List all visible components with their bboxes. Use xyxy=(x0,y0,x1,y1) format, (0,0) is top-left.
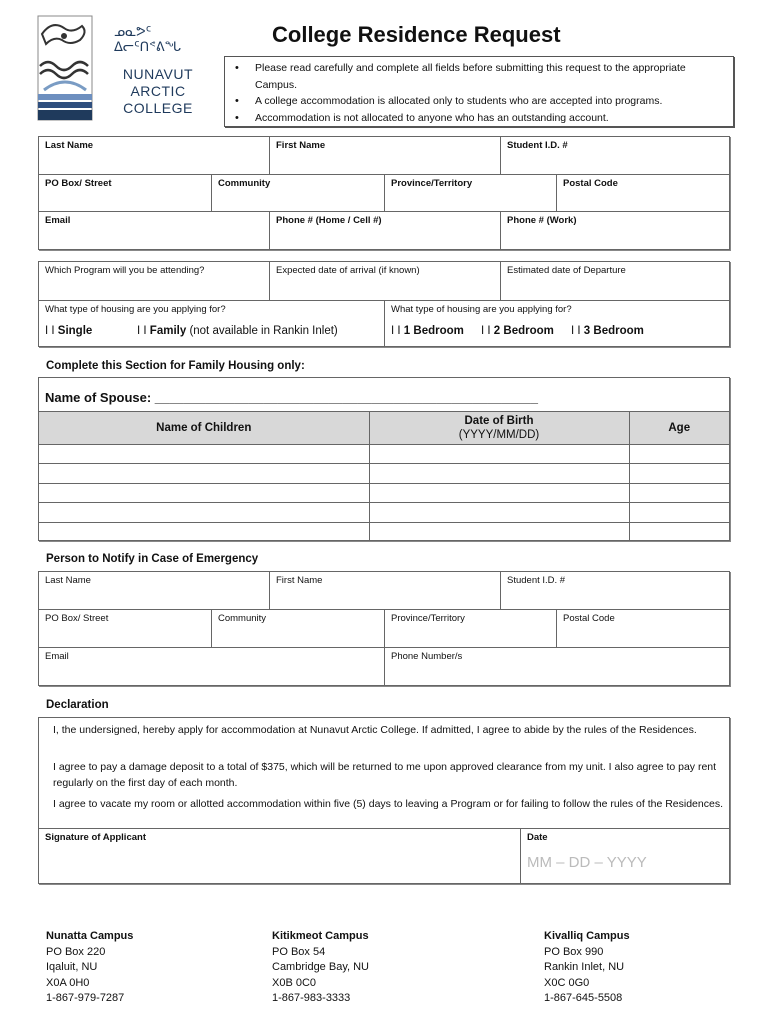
child-name-cell[interactable] xyxy=(39,464,369,483)
instruction-item: • A college accommodation is allocated only to students who are accepted into programs. xyxy=(231,93,727,110)
children-table-header xyxy=(39,412,729,445)
college-logo xyxy=(34,14,204,129)
student-id-label: Student I.D. # xyxy=(507,140,568,151)
campus-phone: 1-867-979-7287 xyxy=(46,992,125,1004)
program-label: Which Program will you be attending? xyxy=(45,265,205,276)
campus-city: Rankin Inlet, NU xyxy=(544,961,625,973)
campus-name: Kivalliq Campus xyxy=(544,930,630,942)
emergency-phone-label: Phone Number/s xyxy=(391,651,463,662)
family-option-note: (not available in Rankin Inlet) xyxy=(189,325,338,337)
phone-home-field[interactable] xyxy=(270,212,501,249)
community-label: Community xyxy=(218,178,271,189)
signature-field[interactable] xyxy=(39,828,521,883)
child-dob-cell[interactable] xyxy=(369,464,629,483)
family-option[interactable] xyxy=(137,325,338,337)
community-field[interactable] xyxy=(212,175,385,212)
logo-name-line-1: NUNAVUT xyxy=(122,66,194,82)
child-dob-cell[interactable] xyxy=(369,445,629,464)
phone-work-label: Phone # (Work) xyxy=(507,215,577,226)
departure-date-field[interactable] xyxy=(501,262,729,301)
emergency-phone-field[interactable] xyxy=(385,648,729,685)
campus-phone: 1-867-983-3333 xyxy=(272,992,351,1004)
arrival-date-field[interactable] xyxy=(270,262,501,301)
logo-syllabics xyxy=(114,24,181,54)
table-row xyxy=(39,464,729,483)
emergency-community-label: Community xyxy=(218,613,267,624)
last-name-field[interactable] xyxy=(39,137,270,175)
declaration-section-title: Declaration xyxy=(46,699,109,711)
emergency-po-box-label: PO Box/ Street xyxy=(45,613,109,624)
family-section-title: Complete this Section for Family Housing only: xyxy=(46,360,305,372)
emergency-first-name-field[interactable] xyxy=(270,572,501,610)
email-field[interactable] xyxy=(39,212,270,249)
campus-name: Nunatta Campus xyxy=(46,930,134,942)
declaration-box xyxy=(38,717,730,884)
table-row xyxy=(39,522,729,541)
student-id-field[interactable] xyxy=(501,137,729,175)
postal-code-field[interactable] xyxy=(557,175,729,212)
one-bedroom-option[interactable] xyxy=(391,325,464,337)
child-dob-cell[interactable] xyxy=(369,522,629,541)
housing-type-label: What type of housing are you applying for? xyxy=(45,304,226,315)
child-name-cell[interactable] xyxy=(39,522,369,541)
children-table xyxy=(39,411,729,541)
campus-phone: 1-867-645-5508 xyxy=(544,992,623,1004)
single-option[interactable] xyxy=(45,325,92,337)
page-title: College Residence Request xyxy=(272,22,561,47)
declaration-paragraph-2: I agree to pay a damage deposit to a total of $375, which will be returned to me upon approved clearance from my unit. I also agree to pay rent regularly on the first day of each month. xyxy=(53,761,717,789)
age-header: Age xyxy=(629,412,729,445)
single-option-label: Single xyxy=(57,325,93,337)
bedroom-type-cell xyxy=(385,301,729,346)
emergency-province-label: Province/Territory xyxy=(391,613,465,624)
emergency-student-id-field[interactable] xyxy=(501,572,729,610)
family-option-label: Family xyxy=(149,325,187,337)
two-bedroom-checkbox[interactable]: I I xyxy=(481,325,491,337)
emergency-last-name-field[interactable] xyxy=(39,572,270,610)
emergency-last-name-label: Last Name xyxy=(45,575,91,586)
two-bedroom-option[interactable] xyxy=(481,325,554,337)
emergency-email-label: Email xyxy=(45,651,69,662)
logo-syllabics-line-1: ᓄᓇᕗᑦ xyxy=(114,24,152,39)
emergency-province-field[interactable] xyxy=(385,610,557,648)
applicant-info-grid xyxy=(38,136,730,250)
family-checkbox[interactable]: I I xyxy=(137,325,147,337)
emergency-email-field[interactable] xyxy=(39,648,385,685)
province-field[interactable] xyxy=(385,175,557,212)
emergency-po-box-field[interactable] xyxy=(39,610,212,648)
po-box-field[interactable] xyxy=(39,175,212,212)
declaration-paragraph-3: I agree to vacate my room or allotted accommodation within five (5) days to leaving a Program or for failing to follow the rules of the Residences. xyxy=(53,798,723,810)
logo-name-line-2: ARCTIC xyxy=(130,83,186,99)
first-name-field[interactable] xyxy=(270,137,501,175)
campus-po-box: PO Box 54 xyxy=(272,945,326,958)
child-age-cell[interactable] xyxy=(629,522,729,541)
campus-address-nunatta xyxy=(46,929,133,1007)
emergency-community-field[interactable] xyxy=(212,610,385,648)
three-bedroom-label: 3 Bedroom xyxy=(583,325,644,337)
emergency-first-name-label: First Name xyxy=(276,575,323,586)
postal-code-label: Postal Code xyxy=(563,178,618,189)
table-row xyxy=(39,483,729,502)
dob-header-label: Date of Birth xyxy=(464,415,534,427)
dob-format-label: (YYYY/MM/DD) xyxy=(458,429,540,441)
emergency-postal-code-field[interactable] xyxy=(557,610,729,648)
campus-postal-code: X0A 0H0 xyxy=(46,976,90,989)
logo-name xyxy=(114,66,202,117)
campus-name: Kitikmeot Campus xyxy=(272,930,369,942)
declaration-paragraph-1: I, the undersigned, hereby apply for accommodation at Nunavut Arctic College. If admitted, I agree to abide by the rules of the Residences. xyxy=(53,724,697,736)
date-label: Date xyxy=(527,832,548,843)
program-field[interactable] xyxy=(39,262,270,301)
campus-po-box: PO Box 990 xyxy=(544,945,604,958)
child-age-cell[interactable] xyxy=(629,483,729,502)
campus-city: Cambridge Bay, NU xyxy=(272,961,369,973)
emergency-postal-code-label: Postal Code xyxy=(563,613,615,624)
child-age-cell[interactable] xyxy=(629,464,729,483)
date-placeholder: MM – DD – YYYY xyxy=(527,854,647,871)
arrival-date-label: Expected date of arrival (if known) xyxy=(276,265,420,276)
table-row xyxy=(39,503,729,522)
campus-city: Iqaluit, NU xyxy=(46,961,98,973)
program-housing-grid xyxy=(38,261,730,347)
spouse-name-field[interactable]: Name of Spouse: _____________________________________________________ xyxy=(45,390,538,405)
campus-address-kivalliq xyxy=(544,929,630,1007)
campus-postal-code: X0C 0G0 xyxy=(544,976,590,989)
instruction-item: • Please read carefully and complete all fields before submitting this request to the appropriate Campus. xyxy=(231,60,727,93)
dob-header xyxy=(369,412,629,445)
bedroom-type-label: What type of housing are you applying for? xyxy=(391,304,572,315)
children-name-header: Name of Children xyxy=(39,412,369,445)
child-dob-cell[interactable] xyxy=(369,503,629,522)
date-field[interactable] xyxy=(521,828,729,883)
campus-postal-code: X0B 0C0 xyxy=(272,976,317,989)
child-age-cell[interactable] xyxy=(629,503,729,522)
phone-home-label: Phone # (Home / Cell #) xyxy=(276,215,382,226)
last-name-label: Last Name xyxy=(45,140,94,151)
campus-address-kitikmeot xyxy=(272,929,369,1007)
first-name-label: First Name xyxy=(276,140,326,151)
departure-date-label: Estimated date of Departure xyxy=(507,265,626,276)
email-label: Email xyxy=(45,215,71,226)
three-bedroom-option[interactable] xyxy=(571,325,644,337)
child-name-cell[interactable] xyxy=(39,503,369,522)
signature-label: Signature of Applicant xyxy=(45,832,146,843)
logo-name-line-3: COLLEGE xyxy=(123,100,193,116)
nunavut-arctic-college-emblem-icon xyxy=(34,14,96,124)
emergency-contact-grid xyxy=(38,571,730,686)
logo-syllabics-line-2: ᐃᓕᑦᑎᕝᕕᖓ xyxy=(114,39,181,54)
one-bedroom-label: 1 Bedroom xyxy=(403,325,464,337)
child-name-cell[interactable] xyxy=(39,483,369,502)
table-row xyxy=(39,445,729,464)
housing-type-cell xyxy=(39,301,385,346)
emergency-section-title: Person to Notify in Case of Emergency xyxy=(46,553,259,565)
child-dob-cell[interactable] xyxy=(369,483,629,502)
child-name-cell[interactable] xyxy=(39,445,369,464)
po-box-label: PO Box/ Street xyxy=(45,178,112,189)
one-bedroom-checkbox[interactable]: I I xyxy=(391,325,401,337)
campus-po-box: PO Box 220 xyxy=(46,945,106,958)
instruction-item: • Accommodation is not allocated to anyone who has an outstanding account. xyxy=(231,110,727,127)
province-label: Province/Territory xyxy=(391,178,473,189)
family-table-box xyxy=(38,377,730,541)
single-checkbox[interactable]: I I xyxy=(45,325,55,337)
child-age-cell[interactable] xyxy=(629,445,729,464)
phone-work-field[interactable] xyxy=(501,212,729,249)
three-bedroom-checkbox[interactable]: I I xyxy=(571,325,581,337)
two-bedroom-label: 2 Bedroom xyxy=(493,325,554,337)
emergency-student-id-label: Student I.D. # xyxy=(507,575,566,586)
instructions-box xyxy=(224,56,734,127)
